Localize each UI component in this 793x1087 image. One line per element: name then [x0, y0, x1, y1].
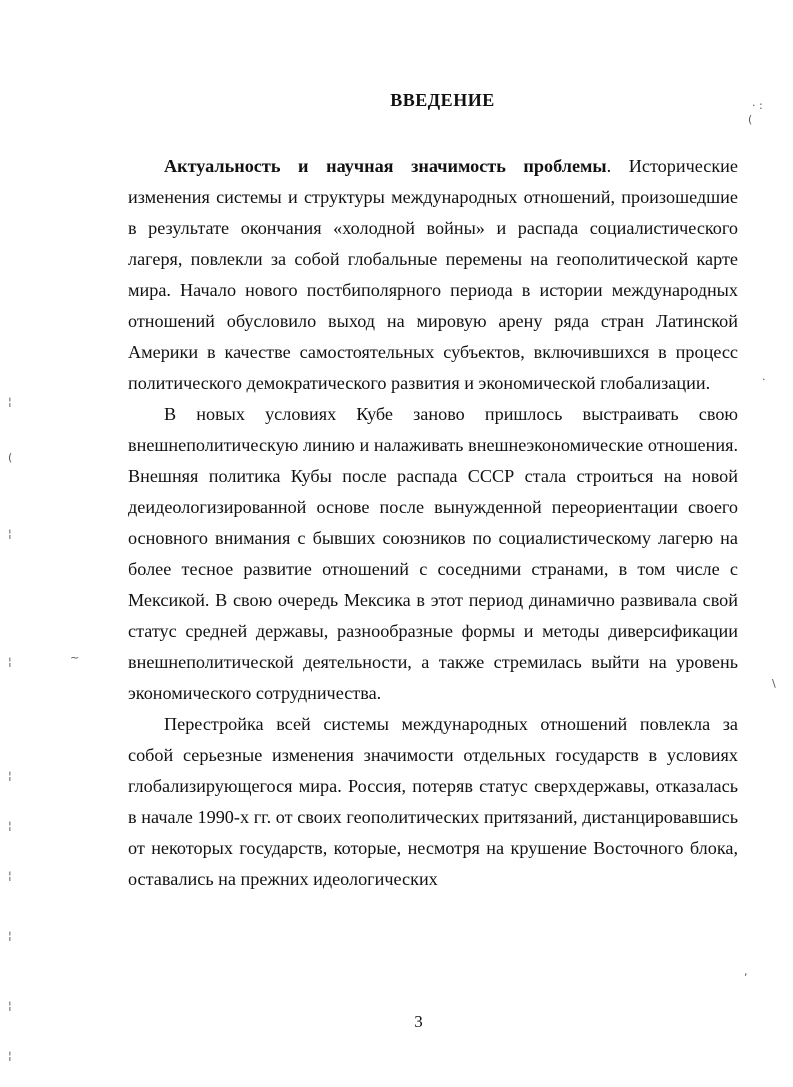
paragraph-2: В новых условиях Кубе заново пришлось выстраивать свою внешнеполитическую линию и налаживать внешнеэкономические отношения. Внешняя политика Кубы после распада СССР стала строиться на новой деидеологизированной основе после вынужденной переориентации своего основного внимания с бывших союзников по социалистическому лагерю на более тесное развитие отношений с соседними странами, в том числе с Мексикой. В свою очередь Мексика в этот период динамично развивала свой статус средней державы, разнообразные формы и методы диверсификации внешнеполитической деятельности, а также стремилась выйти на уровень экономического сотрудничества. [128, 404, 738, 703]
scan-artifact: , [744, 965, 748, 978]
scan-artifact: ¦ [8, 769, 12, 782]
scan-artifact: ( [8, 451, 13, 464]
paragraph-1 [128, 151, 738, 399]
scan-artifact: ¦ [8, 1049, 12, 1062]
body-text [128, 151, 738, 895]
paragraph-lead: Актуальность и научная значимость проблемы [164, 156, 607, 176]
scan-artifact: ~ [70, 651, 80, 664]
scan-artifact: ¦ [8, 395, 12, 408]
scan-artifact: \ [772, 677, 776, 690]
scan-artifact: ( [748, 113, 753, 126]
paragraph-1-text: . Исторические изменения системы и структуры международных отношений, произошедшие в результате окончания «холодной войны» и распада социалистического лагеря, повлекли за собой глобальные перемены на геополитической карте мира. Начало нового постбиполярного периода в истории международных отношений обусловило выход на мировую арену ряда стран Латинской Америки в качестве самостоятельных субъектов, включившихся в процесс политического демократического развития и экономической глобализации. [128, 156, 738, 393]
scan-artifact: ¦ [8, 819, 12, 832]
scan-artifact: ¦ [8, 999, 12, 1012]
scan-artifact: ¦ [8, 655, 12, 668]
scan-artifact: ¦ [8, 929, 12, 942]
page-number: 3 [414, 1012, 423, 1031]
scan-artifact: ¦ [8, 869, 12, 882]
paragraph-3: Перестройка всей системы международных отношений повлекла за собой серьезные изменения значимости отдельных государств в условиях глобализирующегося мира. Россия, потеряв статус сверхдержавы, отказалась в начале 1990-х гг. от своих геополитических притязаний, дистанцировавшись от некоторых государств, которые, несмотря на крушение Восточного блока, оставались на прежних идеологических [128, 714, 738, 889]
page-title: ВВЕДЕНИЕ [390, 90, 495, 110]
scan-artifact: · [762, 373, 766, 386]
scan-artifact: · : [752, 99, 763, 112]
scan-artifact: ¦ [8, 527, 12, 540]
